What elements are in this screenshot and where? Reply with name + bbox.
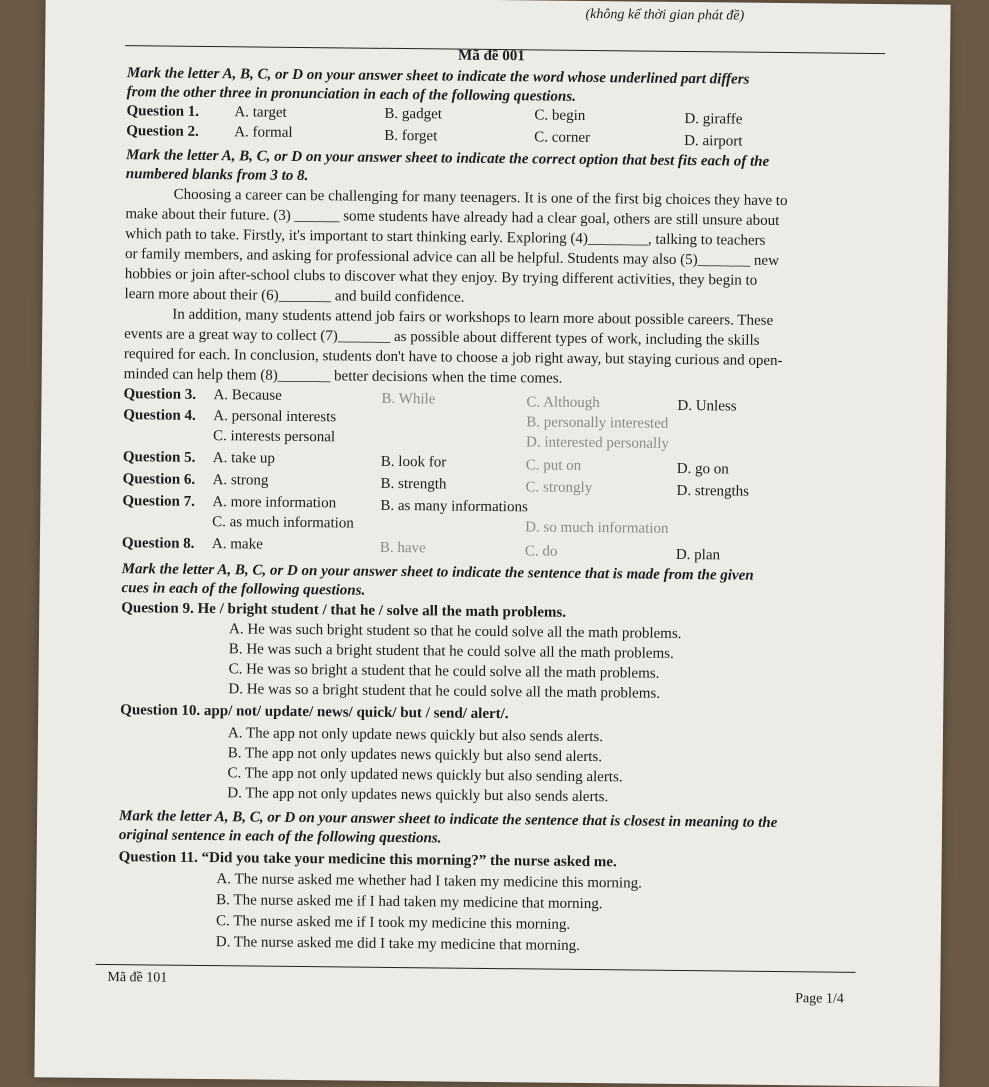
option-a: A. strong — [212, 472, 269, 489]
section2-instruction-2: numbered blanks from 3 to 8. — [125, 166, 309, 185]
option-b: B. He was such a bright student that he could solve all the math problems. — [228, 641, 674, 662]
exam-code: Mã đề 001 — [457, 47, 525, 65]
option-c: C. strongly — [525, 479, 593, 497]
passage-line: hobbies or join after-school clubs to discover what they enjoy. By trying different activities, they begin to — [124, 266, 758, 289]
option-a: A. He was such bright student so that he could solve all the math problems. — [228, 621, 682, 642]
header-note: (không kể thời gian phát đề) — [585, 6, 745, 24]
option-c: C. He was so bright a student that he could solve all the math problems. — [228, 661, 660, 682]
option-b: B. The app not only updates news quickly but also send alerts. — [227, 745, 603, 766]
passage-line: minded can help them (8)_______ better decisions when the time comes. — [123, 366, 563, 387]
section4-instruction-2: original sentence in each of the following questions. — [118, 827, 442, 847]
option-a: A. make — [211, 536, 263, 553]
option-c: C. Although — [526, 394, 600, 412]
passage-line: Choosing a career can be challenging for many teenagers. It is one of the first big choices they have to — [173, 186, 788, 210]
option-c: C. interests personal — [212, 428, 336, 446]
exam-paper — [34, 0, 950, 1087]
section2-instruction: Mark the letter A, B, C, or D on your answer sheet to indicate the correct option that best fits each of the — [125, 147, 770, 170]
option-d: D. He was so a bright student that he could solve all the math problems. — [228, 681, 661, 702]
option-a: A. take up — [212, 450, 276, 467]
page-number: Page 1/4 — [795, 991, 844, 1007]
question-label: Question 8. — [121, 535, 195, 552]
option-d: D. The nurse asked me did I take my medicine that morning. — [215, 934, 581, 954]
question-label: Question 2. — [126, 123, 199, 140]
section4-instruction: Mark the letter A, B, C, or D on your answer sheet to indicate the sentence that is closest in meaning to the — [119, 808, 778, 831]
passage-line: or family members, and asking for professional advice can all be helpful. Students may also (5)_______ new — [124, 246, 780, 269]
option-b: B. The nurse asked me if I had taken my medicine that morning. — [216, 892, 603, 913]
option-d: D. airport — [684, 132, 743, 150]
option-c: C. as much information — [212, 514, 354, 532]
footer-exam-code: Mã đề 101 — [107, 969, 168, 986]
question-label: Question 7. — [122, 493, 195, 510]
option-a: A. target — [234, 104, 287, 121]
option-b: B. look for — [380, 453, 447, 471]
option-c: C. corner — [534, 129, 591, 146]
question-stem: Question 10. app/ not/ update/ news/ quick/ but / send/ alert/. — [120, 702, 509, 723]
option-c: C. put on — [525, 457, 582, 474]
option-d: D. so much information — [525, 519, 669, 537]
option-a: A. The nurse asked me whether had I taken my medicine this morning. — [216, 871, 642, 892]
option-d: D. giraffe — [684, 110, 743, 128]
section3-instruction-2: cues in each of the following questions. — [121, 580, 366, 599]
option-b: B. While — [381, 390, 436, 408]
option-a: A. personal interests — [213, 408, 337, 426]
question-label: Question 3. — [123, 386, 197, 403]
option-b: B. gadget — [384, 105, 443, 123]
option-b: B. have — [379, 539, 426, 557]
section3-instruction: Mark the letter A, B, C, or D on your answer sheet to indicate the sentence that is made from the given — [121, 561, 754, 584]
question-stem: Question 9. He / bright student / that he / solve all the math problems. — [121, 600, 567, 621]
passage-line: make about their future. (3) ______ some students have already had a clear goal, others are still unsure about — [125, 206, 780, 229]
question-label: Question 6. — [122, 471, 196, 488]
passage-line: learn more about their (6)_______ and build confidence. — [124, 286, 465, 306]
option-d: D. interested personally — [525, 434, 669, 452]
option-b: B. as many informations — [380, 497, 528, 516]
section1-instruction-2: from the other three in pronunciation in each of the following questions. — [126, 84, 576, 105]
option-b: B. personally interested — [526, 414, 669, 432]
option-d: D. plan — [675, 546, 721, 564]
question-label: Question 5. — [122, 449, 196, 466]
section1-instruction: Mark the letter A, B, C, or D on your answer sheet to indicate the word whose underlined part differs — [126, 65, 750, 88]
passage-line: In addition, many students attend job fairs or workshops to learn more about possible careers. These — [172, 306, 774, 329]
option-c: C. The nurse asked me if I took my medicine this morning. — [215, 913, 571, 933]
footer-rule — [96, 964, 856, 973]
passage-line: which path to take. Firstly, it's important to start thinking early. Exploring (4)________, talking to teachers — [125, 226, 766, 249]
option-c: C. begin — [534, 107, 586, 124]
option-d: D. The app not only updates news quickly but also sends alerts. — [227, 785, 609, 806]
option-c: C. do — [524, 543, 558, 560]
option-b: B. strength — [380, 475, 447, 493]
option-a: A. more information — [212, 494, 337, 512]
passage-line: events are a great way to collect (7)_______ as possible about different types of work, including the skills — [124, 326, 760, 349]
option-a: A. The app not only update news quickly but also sends alerts. — [227, 725, 604, 746]
option-a: A. Because — [213, 387, 282, 404]
option-d: D. go on — [676, 460, 729, 478]
option-d: D. Unless — [677, 397, 737, 415]
question-stem: Question 11. “Did you take your medicine this morning?” the nurse asked me. — [118, 849, 617, 871]
option-d: D. strengths — [676, 482, 750, 500]
option-c: C. The app not only updated news quickly but also sending alerts. — [227, 765, 623, 786]
option-b: B. forget — [384, 127, 438, 145]
question-label: Question 4. — [123, 407, 196, 424]
question-label: Question 1. — [126, 103, 200, 120]
passage-line: required for each. In conclusion, students don't have to choose a job right away, but staying curious and open- — [123, 346, 783, 370]
option-a: A. formal — [234, 124, 293, 141]
